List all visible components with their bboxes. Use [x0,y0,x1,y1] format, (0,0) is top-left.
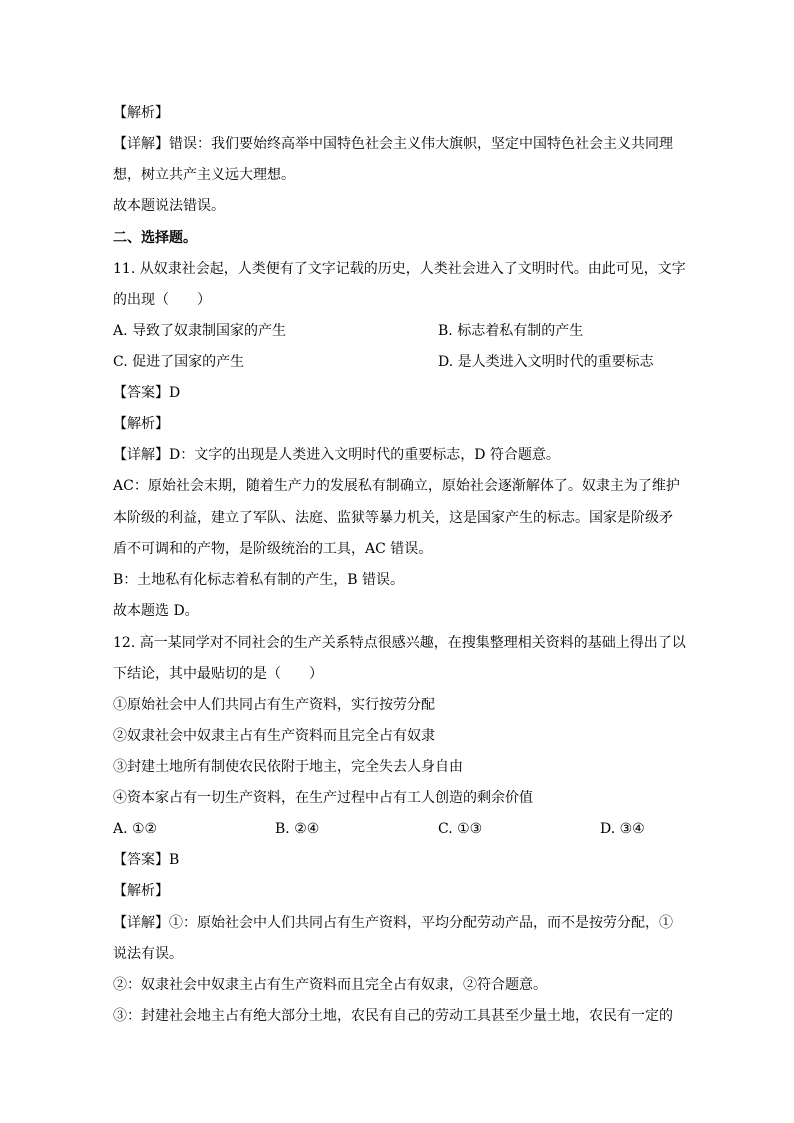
q12-item-3: ③封建土地所有制使农民依附于地主，完全失去人身自由 [113,759,463,775]
q10-conclusion: 故本题说法错误。 [113,198,225,214]
q12-item-2: ②奴隶社会中奴隶主占有生产资料而且完全占有奴隶 [113,728,435,744]
answer-label: 【答案】 [113,852,169,868]
q11-option-d: D. 是人类进入文明时代的重要标志 [438,354,654,370]
section-title: 二、选择题。 [113,230,197,246]
answer-label: 【答案】 [113,385,169,401]
q12-item-4: ④资本家占有一切生产资料，在生产过程中占有工人创造的剩余价值 [113,790,533,806]
detail-text: 错误：我们要始终高举中国特色社会主义伟大旗帜，坚定中国特色社会主义共同理 [169,136,673,152]
q12-option-a: A. ①② [113,821,158,837]
q11-conclusion: 故本题选 D。 [113,603,199,619]
q12-option-b: B. ②④ [275,821,320,837]
q11-analysis-heading: 【解析】 [113,416,169,432]
q10-detail-line-1 [113,135,673,153]
q11-detail-ac-1: AC：原始社会末期，随着生产力的发展私有制确立，原始社会逐渐解体了。奴隶主为了维护 [113,478,680,494]
q10-detail-line-2: 想，树立共产主义远大理想。 [113,167,295,183]
q11-detail-ac-2: 本阶级的利益，建立了军队、法庭、监狱等暴力机关，这是国家产生的标志。国家是阶级矛 [113,510,673,526]
q11-option-c: C. 促进了国家的产生 [113,354,245,370]
q12-stem-line-2: 下结论，其中最贴切的是（ ） [113,666,323,682]
q12-option-d: D. ③④ [600,821,645,837]
q12-answer [113,851,179,869]
detail-label: 【详解】 [113,136,169,152]
q12-item-1: ①原始社会中人们共同占有生产资料，实行按劳分配 [113,697,435,713]
q11-answer [113,384,180,402]
answer-value: D [169,385,181,401]
detail-label: 【详解】 [113,915,169,931]
q12-detail-1b: 说法有误。 [113,946,183,962]
detail-text: D：文字的出现是人类进入文明时代的重要标志，D 符合题意。 [169,447,560,463]
q12-detail-1a [113,914,673,932]
q11-detail-d [113,446,560,464]
q12-analysis-heading: 【解析】 [113,883,169,899]
q11-detail-ac-3: 盾不可调和的产物，是阶级统治的工具，AC 错误。 [113,541,433,557]
q11-detail-b: B：土地私有化标志着私有制的产生，B 错误。 [113,572,405,588]
q12-option-c: C. ①③ [438,821,483,837]
q12-detail-2: ②：奴隶社会中奴隶主占有生产资料而且完全占有奴隶，②符合题意。 [113,977,547,993]
q11-option-b: B. 标志着私有制的产生 [438,323,584,339]
detail-label: 【详解】 [113,447,169,463]
q12-stem-line-1: 12. 高一某同学对不同社会的生产关系特点很感兴趣，在搜集整理相关资料的基础上得出了以 [113,635,686,651]
detail-text: ①：原始社会中人们共同占有生产资料，平均分配劳动产品，而不是按劳分配，① [169,915,673,931]
q12-detail-3: ③：封建社会地主占有绝大部分土地，农民有自己的劳动工具甚至少量土地，农民有一定的 [113,1008,673,1024]
q10-analysis-heading: 【解析】 [113,105,169,121]
q11-stem-line-2: 的出现（ ） [113,292,211,308]
answer-value: B [169,852,180,868]
q11-stem-line-1: 11. 从奴隶社会起，人类便有了文字记载的历史，人类社会进入了文明时代。由此可见，文字 [113,261,686,277]
q11-option-a: A. 导致了奴隶制国家的产生 [113,323,287,339]
